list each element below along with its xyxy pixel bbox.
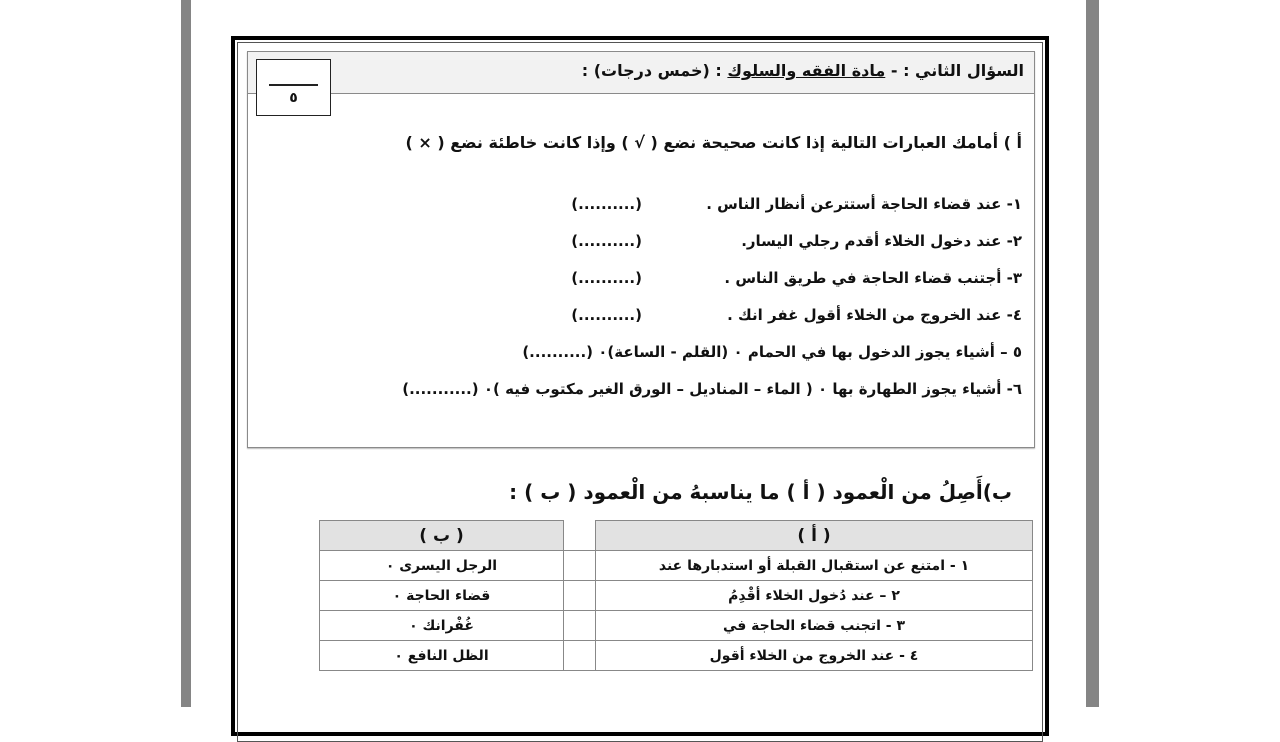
question-marks: : (خمس درجات) : [581,61,728,80]
statement-text: ٥ – أشياء يجوز الدخول بها في الحمام ٠ (القلم - الساعة)٠ [598,343,1022,361]
column-a-cell: ٢ – عند دُخول الخلاء أقْدِمُ [596,581,1033,611]
answer-blank[interactable]: (..........) [522,343,594,361]
answer-cell[interactable] [564,641,596,671]
answer-blank[interactable]: (..........) [571,232,642,250]
subject-name: مادة الفقه والسلوك [727,61,886,80]
viewer-left-edge [181,0,191,707]
column-a-cell: ١ - امتنع عن استقبال القبلة أو استدبارها عند [596,551,1033,581]
statement-text: ٤- عند الخروج من الخلاء أقول غفر انك . [727,306,1022,324]
statement-item [402,264,1022,301]
section-a-header [248,52,1034,94]
table-row [320,641,1033,671]
viewer-right-edge [1086,0,1099,707]
column-b-cell: قضاء الحاجة ٠ [320,581,564,611]
column-b-header: ( ب ) [320,521,564,551]
question-title [582,61,1024,80]
score-box [256,59,331,116]
instruction-text: أ ) أمامك العبارات التالية إذا كانت صحيحة نضع ( √ ) وإذا كانت خاطئة نضع ( × ) [405,133,1022,152]
statement-text: ٦- أشياء يجوز الطهارة بها ٠ ( الماء – المناديل – الورق الغير مكتوب فيه )٠ [483,380,1022,398]
table-row [320,611,1033,641]
answer-cell[interactable] [564,611,596,641]
answer-blank[interactable]: (..........) [571,195,642,213]
column-b-cell: غُفْرانك ٠ [320,611,564,641]
statement-item [402,301,1022,338]
true-false-list [402,190,1022,412]
answer-cell[interactable] [564,551,596,581]
statement-item [402,375,1022,412]
statement-item [402,338,1022,375]
score-total: ٥ [289,90,298,106]
question-number: السؤال الثاني : - [885,61,1024,80]
statement-text: ١- عند قضاء الحاجة أستترعن أنظار الناس . [706,195,1022,213]
answer-cell[interactable] [564,581,596,611]
column-b-cell: الرجل اليسرى ٠ [320,551,564,581]
answer-blank[interactable]: (..........) [571,306,642,324]
matching-title: ب)أَصِلُ من الْعمود ( أ ) ما يناسبهُ من الْعمود ( ب ) : [509,480,1012,504]
statement-item [402,227,1022,264]
statement-text: ٣- أجتنب قضاء الحاجة في طريق الناس . [724,269,1022,287]
answer-blank[interactable]: (...........) [402,380,479,398]
column-a-cell: ٣ - اتجنب قضاء الحاجة في [596,611,1033,641]
column-b-cell: الظل النافع ٠ [320,641,564,671]
table-row [320,551,1033,581]
column-a-cell: ٤ - عند الخروج من الخلاء أقول [596,641,1033,671]
statement-text: ٢- عند دخول الخلاء أقدم رجلي اليسار. [741,232,1022,250]
matching-table [319,520,1033,671]
table-header-row [320,521,1033,551]
column-a-header: ( أ ) [596,521,1033,551]
table-row [320,581,1033,611]
answer-blank[interactable]: (..........) [571,269,642,287]
answer-column-header [564,521,596,551]
statement-item [402,190,1022,227]
score-fraction-line [269,84,318,86]
